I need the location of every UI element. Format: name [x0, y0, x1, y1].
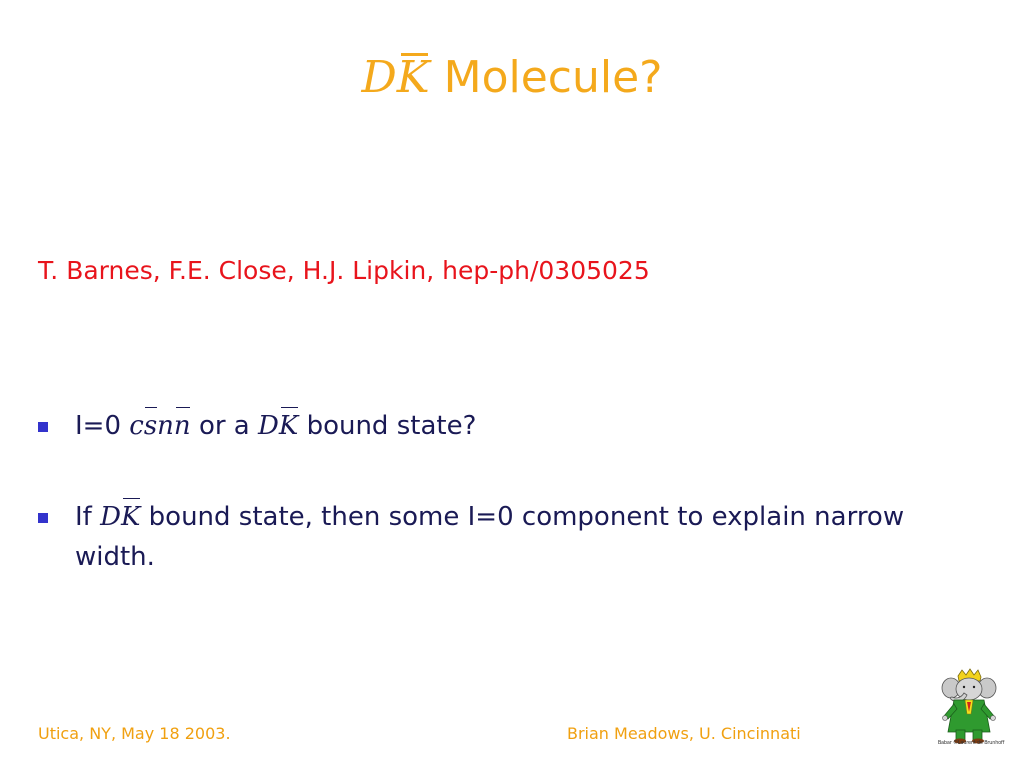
title-math: DK: [361, 52, 430, 103]
bullet-item-1: [38, 406, 968, 446]
bullet-item-2: [38, 497, 968, 577]
bullet-1-suffix: bound state?: [306, 411, 477, 441]
bullet-1-math-quarks: csnn: [129, 411, 190, 441]
footer-author: Brian Meadows, U. Cincinnati: [567, 724, 801, 743]
mascot-caption: Babar ©Laurent de Brunhoff: [937, 740, 1005, 746]
citation: T. Barnes, F.E. Close, H.J. Lipkin, hep-ph/0305025: [38, 256, 650, 285]
bullet-list: [38, 406, 968, 628]
bullet-2-math-dk: DK: [100, 502, 140, 532]
slide-title: [0, 52, 1024, 103]
bullet-1-math-dk: DK: [258, 411, 298, 441]
bullet-1-middle: or a: [198, 411, 250, 441]
footer-location-date: Utica, NY, May 18 2003.: [38, 724, 231, 743]
bullet-square-icon: [38, 513, 48, 523]
title-text: Molecule?: [443, 52, 663, 103]
bullet-2-prefix: If: [75, 502, 92, 532]
bullet-square-icon: [38, 422, 48, 432]
bullet-2-suffix: bound state, then some I=0 component to explain narrow width.: [75, 502, 905, 572]
bullet-1-prefix: I=0: [75, 411, 121, 441]
